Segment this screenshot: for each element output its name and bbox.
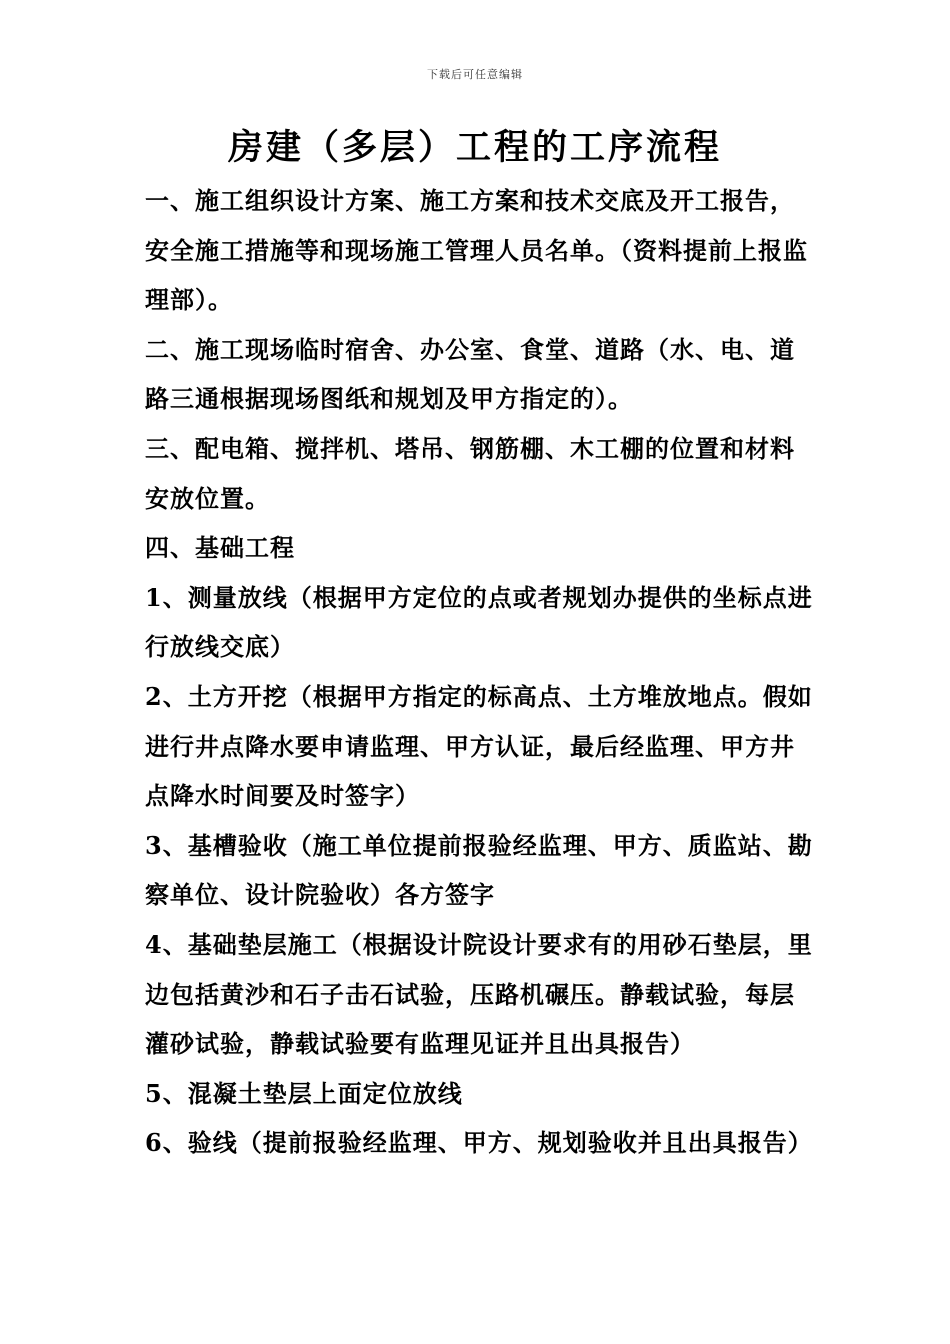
step-1: 1、测量放线（根据甲方定位的点或者规划办提供的坐标点进行放线交底） <box>145 582 813 662</box>
step-5: 5、混凝土垫层上面定位放线 <box>145 1078 463 1108</box>
step-3: 3、基槽验收（施工单位提前报验经监理、甲方、质监站、勘察单位、设计院验收）各方签字 <box>145 830 813 910</box>
paragraph-1: 一、施工组织设计方案、施工方案和技术交底及开工报告，安全施工措施等和现场施工管理人员名单。（资料提前上报监理部）。 <box>145 186 808 315</box>
paragraph-3: 三、配电箱、搅拌机、塔吊、钢筋棚、木工棚的位置和材料安放位置。 <box>145 433 795 513</box>
step-4: 4、基础垫层施工（根据设计院设计要求有的用砂石垫层，里边包括黄沙和石子击石试验，压路机碾压。静载试验，每层灌砂试验，静载试验要有监理见证并且出具报告） <box>145 929 813 1059</box>
step-6: 6、验线（提前报验经监理、甲方、规划验收并且出具报告） <box>145 1128 813 1158</box>
header-note: 下载后可任意编辑 <box>427 68 523 81</box>
document-body <box>145 176 817 1168</box>
step-2: 2、土方开挖（根据甲方指定的标高点、土方堆放地点。假如进行井点降水要申请监理、甲方认证，最后经监理、甲方井点降水时间要及时签字） <box>145 681 813 811</box>
document-title: 房建（多层）工程的工序流程 <box>227 127 722 168</box>
section-heading-foundation: 四、基础工程 <box>145 533 295 563</box>
paragraph-2: 二、施工现场临时宿舍、办公室、食堂、道路（水、电、道路三通根据现场图纸和规划及甲方指定的）。 <box>145 334 795 414</box>
